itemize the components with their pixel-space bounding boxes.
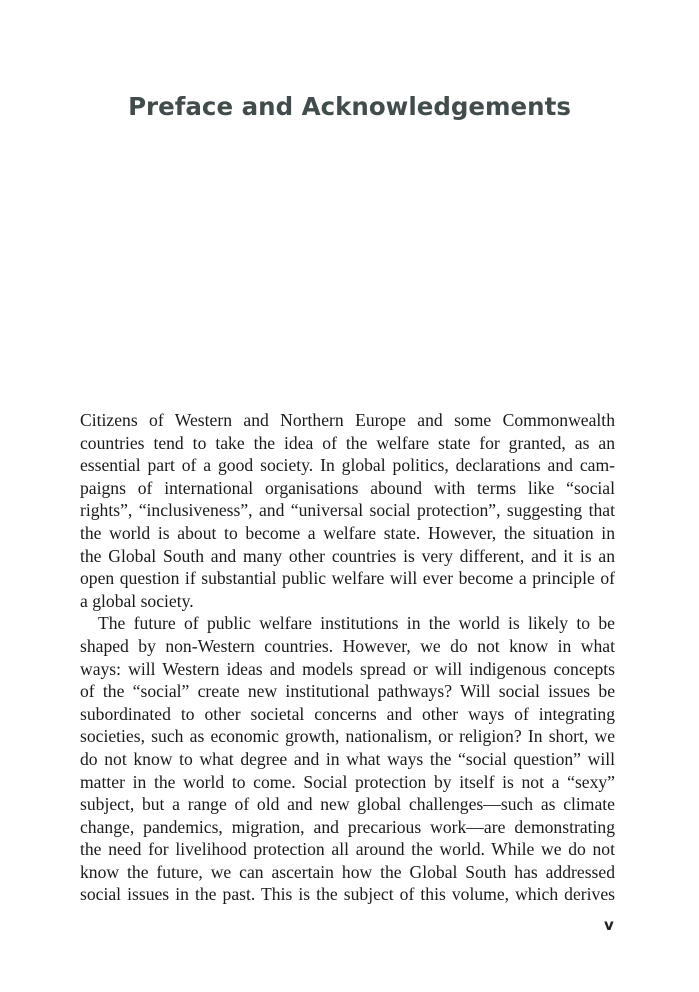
text-line: open question if substantial public welfare will ever become a principle of [80,568,615,589]
text-line: the Global South and many other countries is very different, and it is an [80,545,615,566]
text-line: societies, such as economic growth, nationalism, or religion? In short, we [80,726,615,747]
page-title: Preface and Acknowledgements [128,92,571,121]
text-line: the need for livelihood protection all around the world. While we do not [80,839,615,860]
text-line: essential part of a good society. In global politics, declarations and cam- [80,455,615,476]
text-line: do not know to what degree and in what ways the “social question” will [80,748,615,769]
text-line: paigns of international organisations abound with terms like “social [80,477,615,498]
text-line: subject, but a range of old and new global challenges—such as climate [80,794,615,815]
text-line: ways: will Western ideas and models spread or will indigenous concepts [80,658,615,679]
paragraph-2 [80,612,615,906]
text-line: subordinated to other societal concerns and other ways of integrating [80,703,615,724]
text-line: The future of public welfare institutions in the world is likely to be [98,613,615,634]
text-line: social issues in the past. This is the subject of this volume, which derives [80,884,615,905]
text-line: change, pandemics, migration, and precarious work—are demonstrating [80,816,615,837]
text-line: rights”, “inclusiveness”, and “universal social protection”, suggesting that [80,500,615,521]
text-line: know the future, we can ascertain how the Global South has addressed [80,861,615,882]
text-line: countries tend to take the idea of the welfare state for granted, as an [80,432,615,453]
page-number: v [604,916,614,934]
text-line: the world is about to become a welfare state. However, the situation in [80,522,615,543]
text-line: Citizens of Western and Northern Europe and some Commonwealth [80,410,615,430]
text-line: shaped by non-Western countries. However, we do not know in what [80,635,615,656]
text-line: of the “social” create new institutional pathways? Will social issues be [80,681,615,702]
text-line: a global society. [80,590,194,611]
paragraph-1 [80,409,615,612]
body-text [80,409,615,906]
text-line: matter in the world to come. Social protection by itself is not a “sexy” [80,771,615,792]
